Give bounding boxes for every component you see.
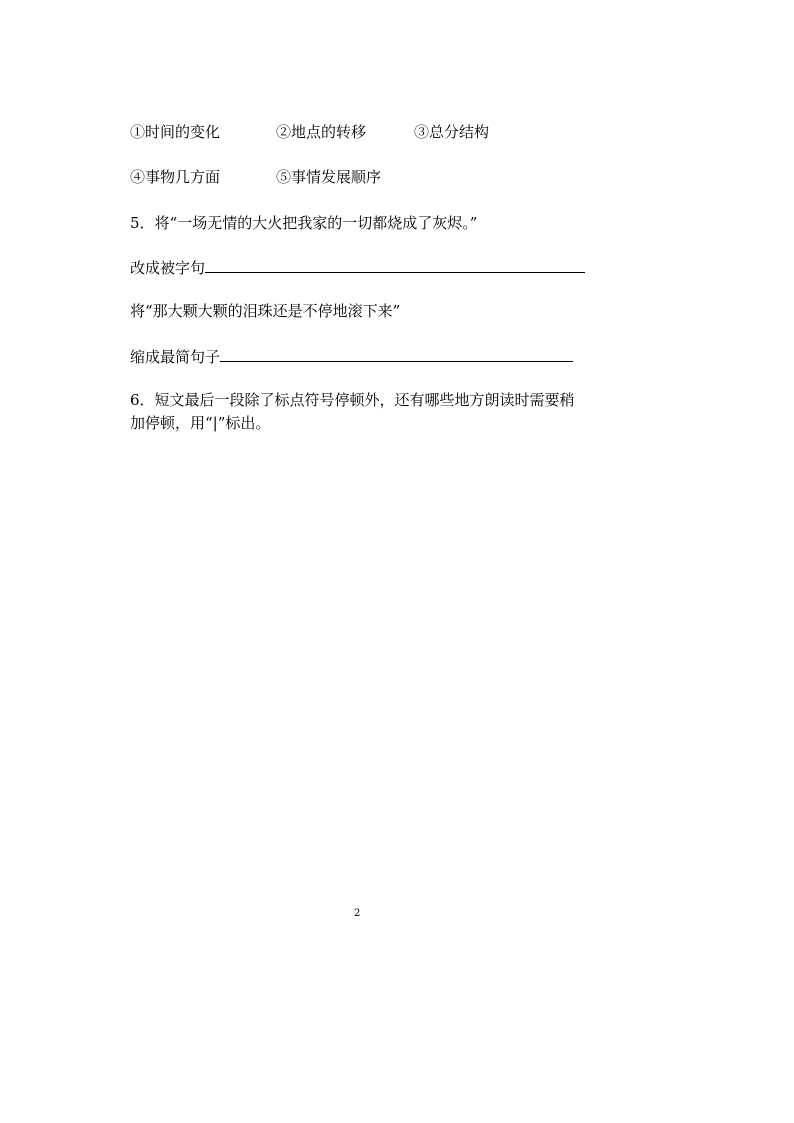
option-5: ⑤事情发展顺序 xyxy=(276,168,382,186)
question-5-prompt: 5．将“一场无情的大火把我家的一切都烧成了灰烬。” xyxy=(130,214,478,232)
option-3: ③总分结构 xyxy=(414,123,490,141)
question-5-answer-2 xyxy=(130,346,573,367)
answer-1-label: 改成被字句 xyxy=(130,259,206,277)
answer-2-blank[interactable] xyxy=(220,346,573,362)
question-6-line-1: 6．短文最后一段除了标点符号停顿外，还有哪些地方朗读时需要稍 xyxy=(130,391,575,409)
options-row-1 xyxy=(130,122,590,142)
answer-2-label: 缩成最简句子 xyxy=(130,348,221,366)
option-1: ①时间的变化 xyxy=(130,123,221,141)
option-2: ②地点的转移 xyxy=(276,123,367,141)
options-row-2 xyxy=(130,167,590,187)
question-6-line-2: 加停顿，用“|”标出。 xyxy=(130,414,271,432)
page-number: 2 xyxy=(354,908,361,919)
question-5-prompt-2: 将“那大颗大颗的泪珠还是不停地滚下来” xyxy=(130,302,401,320)
question-5-answer-1 xyxy=(130,257,585,278)
option-4: ④事物几方面 xyxy=(130,168,221,186)
answer-1-blank[interactable] xyxy=(205,257,585,273)
